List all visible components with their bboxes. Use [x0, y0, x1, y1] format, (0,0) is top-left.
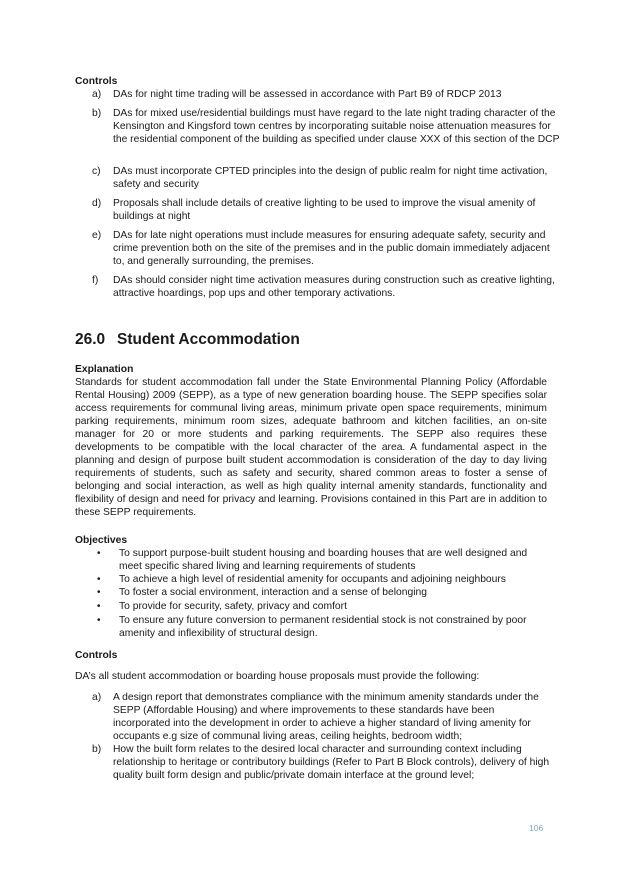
list-item-label: d)	[92, 198, 102, 209]
list-item	[92, 691, 552, 743]
list-item-text: DAs should consider night time activation measures during construction such as creative lighting, attractive hoardings, pop ups and other temporary activations.	[113, 275, 555, 299]
bullet-item	[97, 586, 547, 599]
bullet-text: To achieve a high level of residential amenity for occupants and adjoining neighbours	[119, 574, 506, 585]
list-item	[92, 229, 562, 268]
bullet-item	[97, 573, 547, 586]
bullet-icon: •	[97, 548, 101, 559]
bullet-item	[97, 600, 547, 613]
list-item-label: f)	[92, 275, 99, 286]
list-item-text: DAs for mixed use/residential buildings must have regard to the late night trading character of the Kensington and Kingsford town centres by incorporating suitable noise attenuation measures for the residential component of the building as specified under clause XXX of this section of the DCP	[113, 108, 560, 145]
list-item-text: DAs must incorporate CPTED principles into the design of public realm for night time activation, safety and security	[113, 166, 548, 190]
controls-heading: Controls	[75, 76, 118, 87]
bullet-icon: •	[97, 574, 101, 585]
list-item-text: Proposals shall include details of creative lighting to be used to improve the visual amenity of buildings at night	[113, 198, 536, 222]
bullet-icon: •	[97, 615, 101, 626]
page-number: 106	[529, 823, 544, 833]
list-item	[92, 88, 562, 101]
bullet-item	[97, 547, 547, 573]
list-item	[92, 274, 562, 300]
list-item-text: How the built form relates to the desired local character and surrounding context including relationship to heritage or contributory buildings (Refer to Part B Block controls), delivery of high quality built form design and public/private domain interface at the ground level;	[113, 744, 550, 781]
section-title: Student Accommodation	[117, 331, 300, 348]
objectives-heading: Objectives	[75, 535, 128, 546]
bullet-text: To ensure any future conversion to permanent residential stock is not constrained by poor amenity and inflexibility of structural design.	[119, 615, 527, 639]
explanation-heading: Explanation	[75, 364, 134, 375]
list-item	[92, 743, 552, 782]
list-item	[92, 107, 562, 146]
controls-heading: Controls	[75, 650, 118, 661]
bullet-item	[97, 614, 547, 640]
bullet-text: To support purpose-built student housing and boarding houses that are well designed and meet specific shared living and learning requirements of students	[119, 548, 528, 572]
bullet-text: To foster a social environment, interaction and a sense of belonging	[119, 587, 427, 598]
list-item	[92, 197, 562, 223]
controls-intro: DA’s all student accommodation or boarding house proposals must provide the following:	[75, 671, 480, 682]
list-item-label: b)	[92, 108, 102, 119]
list-item-label: c)	[92, 166, 101, 177]
list-item-label: a)	[92, 692, 102, 703]
list-item-label: e)	[92, 230, 102, 241]
list-item-text: A design report that demonstrates compliance with the minimum amenity standards under the SEPP (Affordable Housing) and where improvements to these standards have been incorporated into the development in order to achieve a higher standard of living amenity for occupants e.g size of communal living areas, ceiling heights, bedroom width;	[113, 692, 539, 742]
explanation-paragraph: Standards for student accommodation fall under the State Environmental Planning Policy (Affordable Rental Housing) 2009 (SEPP), as a type of new generation boarding house. The SEPP specifies solar access requirements for communal living areas, minimum private open space requirements, minimum parking requirements, minimum room sizes, adequate bathroom and kitchen facilities, an on-site manager for 20 or more students and parking requirements. The SEPP also requires these developments to be compatible with the local character of the area. A fundamental aspect in the planning and design of purpose built student accommodation is consideration of the day to day living requirements of students, such as safety and security, shared common areas to foster a sense of belonging and social interaction, as well as high quality internal amenity standards, functionality and flexibility of design and need for privacy and learning. Provisions contained in this Part are in addition to these SEPP requirements.	[75, 377, 547, 518]
section-number: 26.0	[75, 331, 106, 348]
bullet-icon: •	[97, 601, 101, 612]
list-item-label: b)	[92, 744, 102, 755]
list-item-label: a)	[92, 89, 102, 100]
list-item	[92, 165, 562, 191]
bullet-text: To provide for security, safety, privacy and comfort	[119, 601, 347, 612]
section-heading	[75, 330, 300, 349]
list-item-text: DAs for night time trading will be assessed in accordance with Part B9 of RDCP 2013	[113, 89, 502, 100]
bullet-icon: •	[97, 587, 101, 598]
list-item-text: DAs for late night operations must include measures for ensuring adequate safety, security and crime prevention both on the site of the premises and in the public domain immediately adjacent to, and generally surrounding, the premises.	[113, 230, 550, 267]
